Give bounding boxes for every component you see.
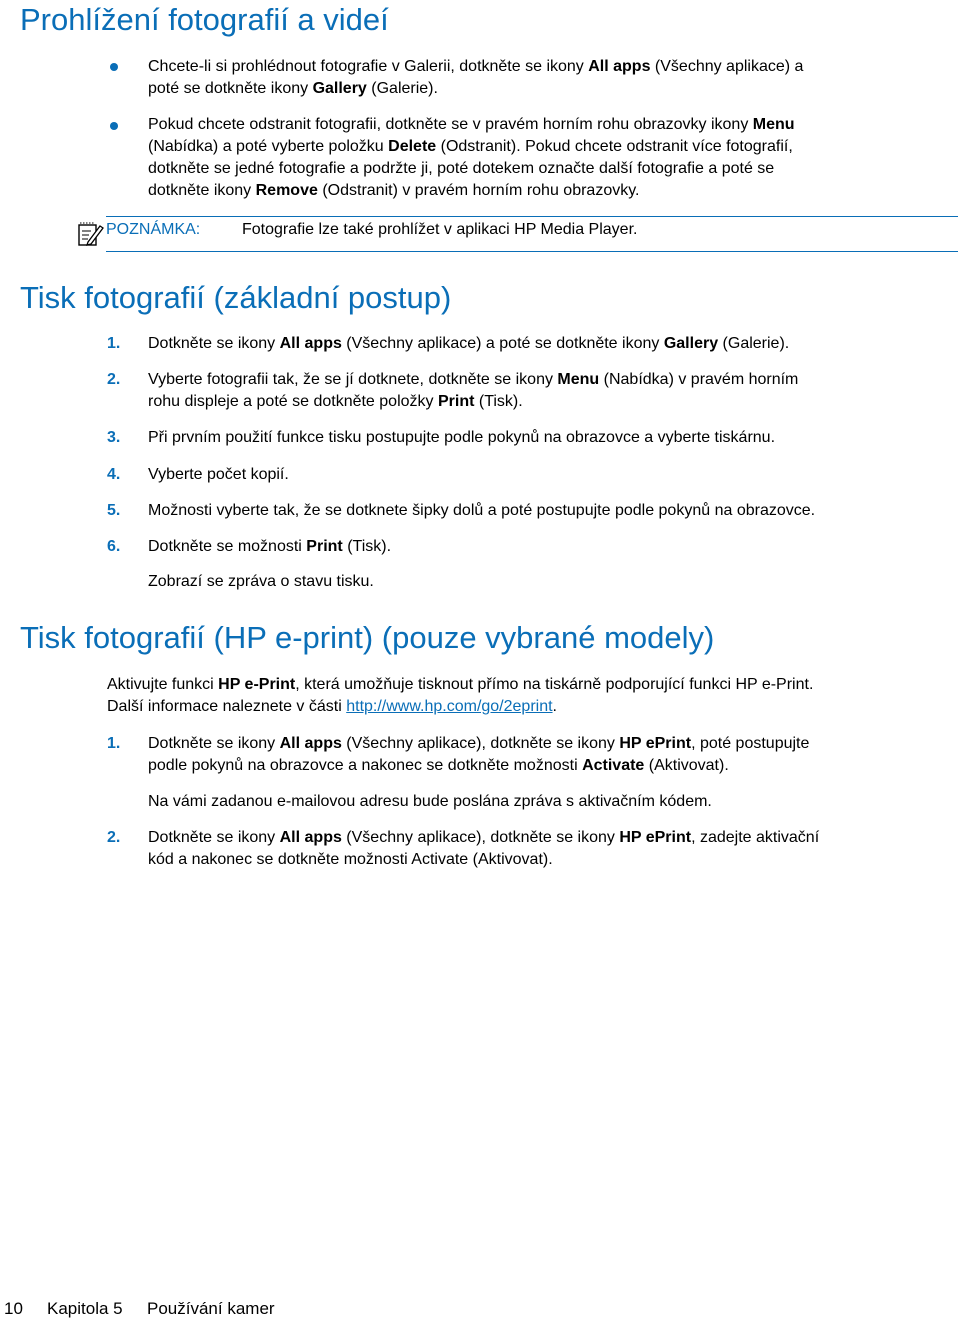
section-title-eprint: Tisk fotografií (HP e-print) (pouze vybrané modely) [20,620,715,655]
print-step-4: Vyberte počet kopií. [148,466,289,483]
bullet-gallery: Chcete-li si prohlédnout fotografie v Galerii, dotkněte se ikony All apps (Všechny aplikace) a poté se dotkněte ikony Gallery (Galerie). [148,58,804,97]
step-number: 4. [107,466,121,483]
chapter-label: Kapitola 5 [47,1299,123,1318]
step-number: 2. [107,371,121,388]
section-title-basic-print: Tisk fotografií (základní postup) [20,280,452,315]
step-number: 1. [107,735,121,752]
print-result: Zobrazí se zpráva o stavu tisku. [148,573,374,590]
print-step-2: Vyberte fotografii tak, že se jí dotknete, dotkněte se ikony Menu (Nabídka) v pravém horním rohu displeje a poté se dotkněte položky Print (Tisk). [148,371,799,410]
eprint-step-1: Dotkněte se ikony All apps (Všechny aplikace), dotkněte se ikony HP ePrint, poté postupujte podle pokynů na obrazovce a nakonec se dotkněte možnosti Activate (Aktivovat). [148,735,810,774]
note-pencil-icon [76,220,104,248]
note-text: Fotografie lze také prohlížet v aplikaci HP Media Player. [242,221,638,238]
eprint-link[interactable]: http://www.hp.com/go/2eprint [346,698,553,715]
section-title-viewing: Prohlížení fotografií a videí [20,2,389,37]
print-step-6: Dotkněte se možnosti Print (Tisk). [148,538,392,555]
print-step-1: Dotkněte se ikony All apps (Všechny aplikace) a poté se dotkněte ikony Gallery (Galerie). [148,335,790,352]
chapter-title: Používání kamer [147,1299,275,1318]
note-label: POZNÁMKA: [106,221,201,238]
step-number: 3. [107,429,121,446]
eprint-step-2: Dotkněte se ikony All apps (Všechny aplikace), dotkněte se ikony HP ePrint, zadejte aktivační kód a nakonec se dotkněte možnosti Activate (Aktivovat). [148,829,820,868]
bullet-delete: Pokud chcete odstranit fotografii, dotkněte se v pravém horním rohu obrazovky ikony Menu (Nabídka) a poté vyberte položku Delete (Odstranit). Pokud chcete odstranit více fotografií, dotkněte se jedné fotografie a podržte ji, poté dotekem označte další fotografie a poté se dotkněte ikony Remove (Odstranit) v pravém horním rohu obrazovky. [148,116,795,199]
print-step-5: Možnosti vyberte tak, že se dotknete šipky dolů a poté postupujte podle pokynů na obrazovce. [148,502,816,519]
eprint-intro: Aktivujte funkci HP e-Print, která umožňuje tisknout přímo na tiskárně podporující funkci HP e-Print. Další informace naleznete v části http://www.hp.com/go/2eprint. [107,676,814,715]
page-number: 10 [4,1299,23,1318]
step-number: 2. [107,829,121,846]
eprint-step-1-result: Na vámi zadanou e-mailovou adresu bude poslána zpráva s aktivačním kódem. [148,793,712,810]
print-step-3: Při prvním použití funkce tisku postupujte podle pokynů na obrazovce a vyberte tiskárnu. [148,429,776,446]
step-number: 1. [107,335,121,352]
bullet-icon [110,122,118,130]
note-bottom-rule [106,251,958,252]
bullet-icon [110,63,118,71]
note-top-rule [106,216,958,217]
step-number: 6. [107,538,121,555]
step-number: 5. [107,502,121,519]
